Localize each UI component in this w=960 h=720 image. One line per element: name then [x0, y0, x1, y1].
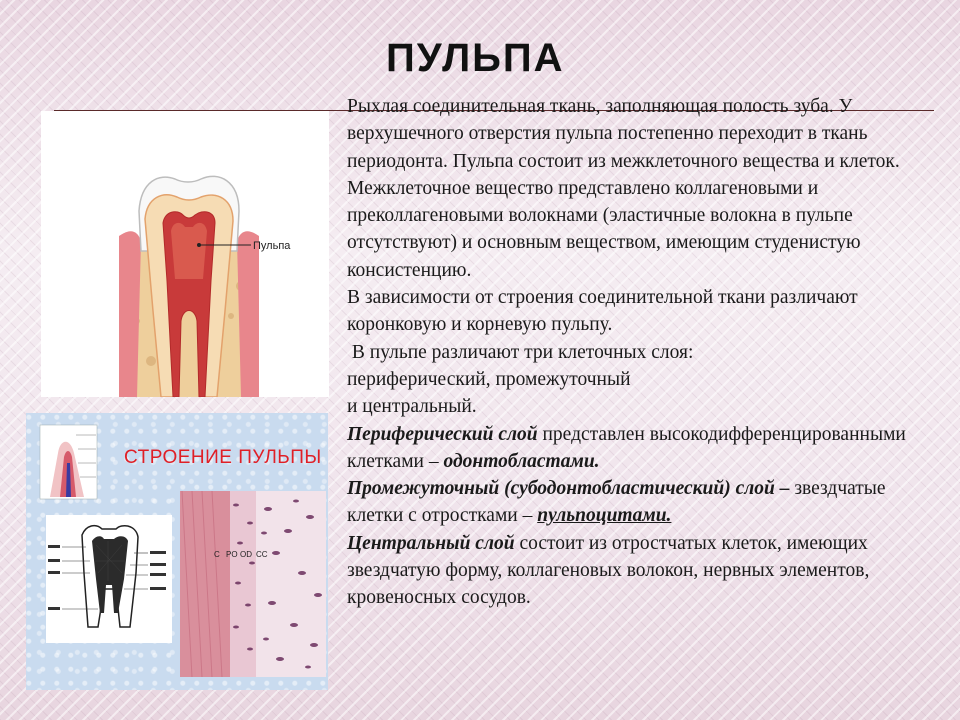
paragraph-layers — [347, 339, 927, 421]
peripheral-term: Периферический слой — [347, 423, 538, 445]
body-text — [347, 93, 927, 612]
peripheral-desc: представлен высокодифференцированными клетками – — [347, 423, 906, 472]
paragraph-definition: Рыхлая соединительная ткань, заполняющая полость зуба. У верхушечного отверстия пульпа постепенно переходит в ткань периодонта. Пульпа состоит из межклеточного вещества и клеток. Межклеточное вещество представлено коллагеновыми и преколлагеновыми волокнами (эластичные волокна в пульпе отсутствуют) и основным веществом, имеющим студенистую консистенцию. — [347, 96, 900, 281]
layers-line-2: периферический, промежуточный — [347, 368, 631, 390]
paragraph-central — [347, 530, 927, 612]
pulpocytes-term: пульпоцитами. — [537, 505, 672, 527]
pulp-structure-heading: СТРОЕНИЕ ПУЛЬПЫ — [124, 447, 322, 468]
histology-label-od: OD — [240, 550, 252, 559]
intermediate-term: Промежуточный (субодонтобластический) слой – — [347, 478, 790, 500]
intermediate-desc: звездчатые клетки с отростками – — [347, 478, 886, 527]
layers-line-3: и центральный. — [347, 396, 477, 418]
central-term: Центральный слой — [347, 532, 515, 554]
histology-label-c: C — [214, 550, 220, 559]
tooth-illustration — [41, 111, 329, 397]
slide-title: ПУЛЬПА — [386, 36, 565, 80]
histology-label-po: PO — [226, 550, 238, 559]
central-desc: состоит из отростчатых клеток, имеющих звездчатую форму, коллагеновых волокон, нервных элементов, кровеносных сосудов. — [347, 532, 870, 609]
layers-line-1: В пульпе различают три клеточных слоя: — [351, 341, 694, 363]
paragraph-peripheral — [347, 421, 927, 476]
tooth-pulp-label: Пульпа — [253, 240, 291, 252]
paragraph-intermediate — [347, 475, 927, 530]
paragraph-crown-root: В зависимости от строения соединительной ткани различают коронковую и корневую пульпу. — [347, 287, 858, 336]
odontoblasts-term: одонтобластами. — [443, 450, 600, 472]
histology-label-cc: CC — [256, 550, 268, 559]
